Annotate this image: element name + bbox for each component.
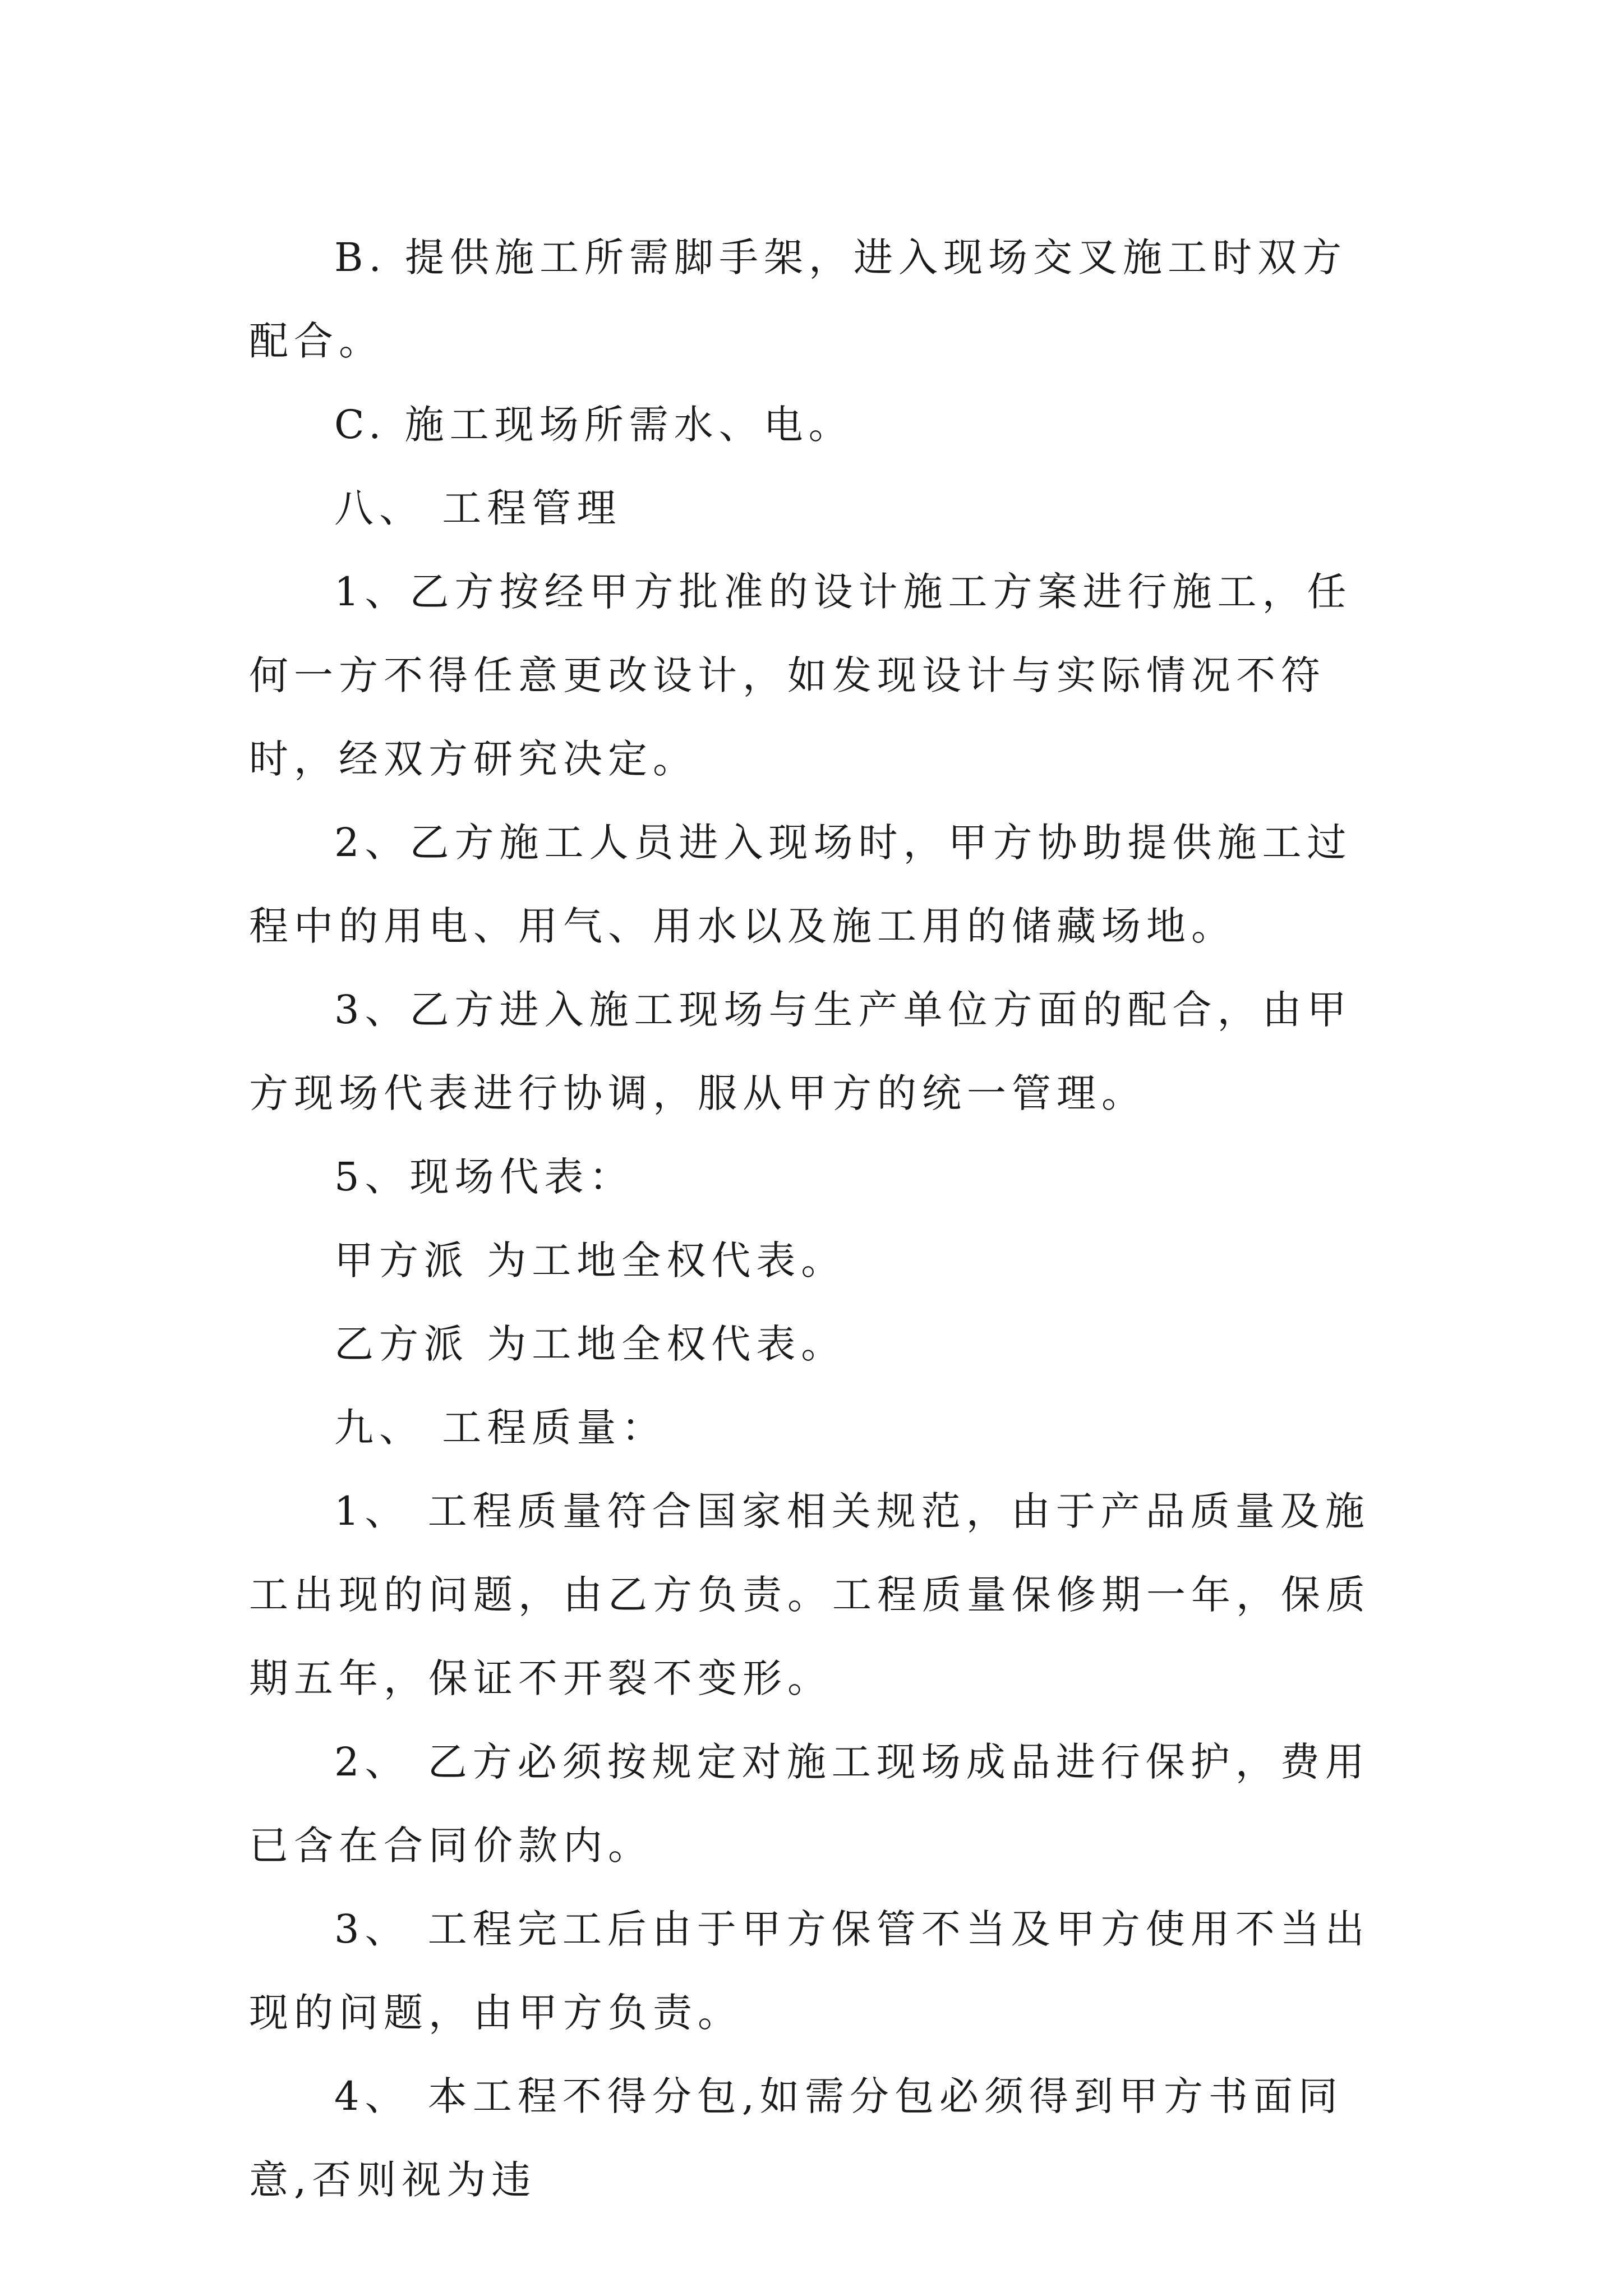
paragraph-quality-1: 1、 工程质量符合国家相关规范，由于产品质量及施工出现的问题，由乙方负责。工程质量保修期一年，保质期五年，保证不开裂不变形。 [249,1488,1371,1701]
party-b-representative: 乙方派 为工地全权代表。 [334,1321,846,1367]
paragraph-management-5: 5、现场代表： [334,1154,634,1200]
document-body [249,216,1382,2222]
paragraph-quality-4: 4、 本工程不得分包,如需分包必须得到甲方书面同意,否则视为违 [249,2073,1344,2203]
party-a-representative: 甲方派 为工地全权代表。 [334,1237,846,1283]
paragraph-quality-2: 2、 乙方必须按规定对施工现场成品进行保护，费用已含在合同价款内。 [249,1739,1370,1869]
paragraph-clause-b: B. 提供施工所需脚手架，进入现场交叉施工时双方配合。 [249,234,1347,364]
section-heading-9: 九、 工程质量： [334,1405,667,1451]
paragraph-management-3: 3、乙方进入施工现场与生产单位方面的配合，由甲方现场代表进行协调，服从甲方的统一管理。 [249,987,1352,1116]
paragraph-clause-c: C. 施工现场所需水、电。 [334,402,854,448]
section-heading-8: 八、 工程管理 [334,485,622,531]
paragraph-quality-3: 3、 工程完工后由于甲方保管不当及甲方使用不当出现的问题，由甲方负责。 [249,1906,1370,2036]
paragraph-management-2: 2、乙方施工人员进入现场时，甲方协助提供施工过程中的用电、用气、用水以及施工用的储藏场地。 [249,820,1352,949]
paragraph-management-1: 1、乙方按经甲方批准的设计施工方案进行施工，任何一方不得任意更改设计，如发现设计与实际情况不符时，经双方研究决定。 [249,569,1352,782]
